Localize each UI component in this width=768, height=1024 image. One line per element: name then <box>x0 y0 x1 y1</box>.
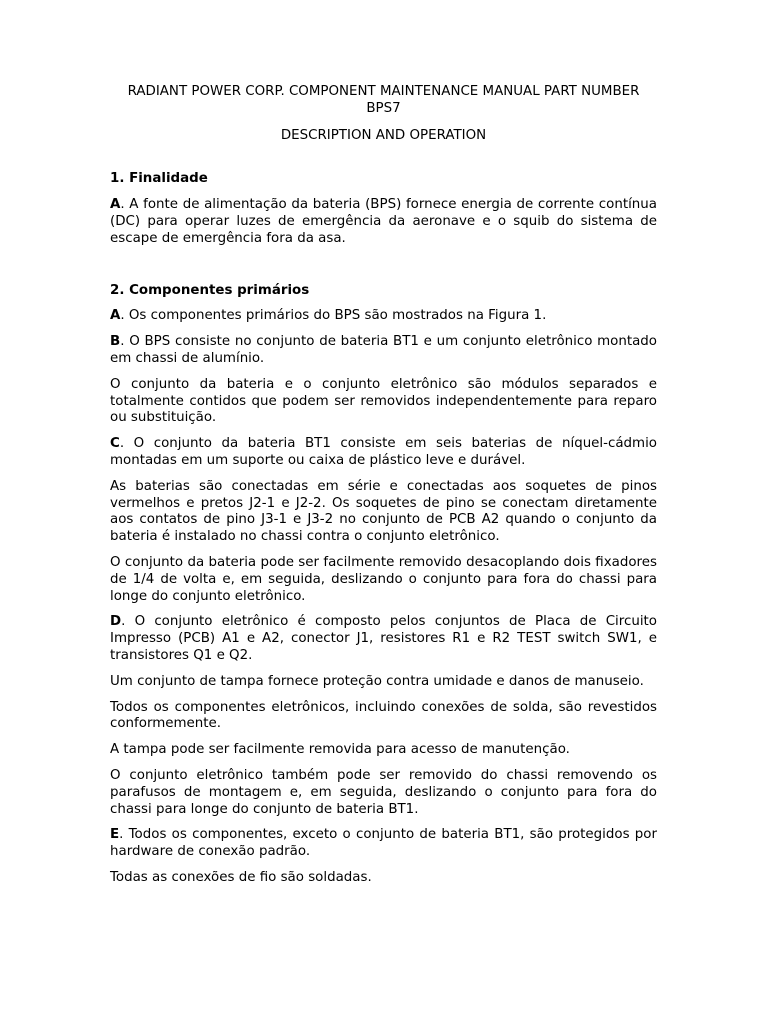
paragraph-text: O conjunto da bateria e o conjunto eletrônico são módulos separados e totalmente contidos que podem ser removidos independentemente para reparo ou substituição. <box>110 376 657 426</box>
paragraph-text: A tampa pode ser facilmente removida para acesso de manutenção. <box>110 742 570 758</box>
paragraph-label: B <box>110 334 121 350</box>
paragraph-label: A <box>110 308 121 324</box>
paragraph-text: . Os componentes primários do BPS são mostrados na Figura 1. <box>120 308 547 324</box>
paragraph-label: C <box>110 436 120 452</box>
paragraph-text: As baterias são conectadas em série e conectadas aos soquetes de pinos vermelhos e pretos J2-1 e J2-2. Os soquetes de pino se conectam diretamente aos contatos de pino J3-1 e J3-2 no conjunto de PCB A2 quando o conjunto da bateria é instalado no chassi contra o conjunto eletrônico. <box>110 478 657 545</box>
paragraph <box>110 742 657 759</box>
paragraph-text: . O conjunto eletrônico é composto pelos conjuntos de Placa de Circuito Impresso (PCB) A1 e A2, conector J1, resistores R1 e R2 TEST switch SW1, e transistores Q1 e Q2. <box>110 614 657 663</box>
paragraph <box>110 308 657 325</box>
paragraph <box>110 555 657 605</box>
paragraph <box>110 674 657 691</box>
paragraph-label: D <box>110 614 122 630</box>
paragraph-text: . O BPS consiste no conjunto de bateria BT1 e um conjunto eletrônico montado em chassi de alumínio. <box>110 334 657 366</box>
paragraph <box>110 614 657 664</box>
document-title: RADIANT POWER CORP. COMPONENT MAINTENANCE MANUAL PART NUMBER BPS7 <box>127 84 640 116</box>
paragraph-text: Todas as conexões de fio são soldadas. <box>110 869 372 885</box>
paragraph-text: Um conjunto de tampa fornece proteção contra umidade e danos de manuseio. <box>110 673 644 689</box>
paragraph-label: E <box>110 827 120 843</box>
paragraph-text: . Todos os componentes, exceto o conjunto de bateria BT1, são protegidos por hardware de conexão padrão. <box>110 827 657 860</box>
document-subtitle: DESCRIPTION AND OPERATION <box>280 127 487 143</box>
paragraph-label: A <box>110 197 121 213</box>
section-body-componentes <box>110 308 657 886</box>
paragraph <box>110 377 657 427</box>
section-body-finalidade <box>110 197 657 247</box>
paragraph <box>110 768 657 818</box>
paragraph <box>110 700 657 734</box>
section-heading-finalidade: 1. Finalidade <box>110 171 208 187</box>
paragraph-text: . O conjunto da bateria BT1 consiste em seis baterias de níquel-cádmio montadas em um suporte ou caixa de plástico leve e durável. <box>110 436 657 468</box>
paragraph-text: O conjunto da bateria pode ser facilmente removido desacoplando dois fixadores de 1/4 de volta e, em seguida, deslizando o conjunto para fora do chassi para longe do conjunto eletrônico. <box>110 554 657 604</box>
paragraph <box>110 197 657 247</box>
paragraph <box>110 827 657 861</box>
document-page <box>110 84 657 896</box>
paragraph-text: Todos os componentes eletrônicos, incluindo conexões de solda, são revestidos conformemente. <box>110 699 657 732</box>
paragraph-text: . A fonte de alimentação da bateria (BPS) fornece energia de corrente contínua (DC) para operar luzes de emergência da aeronave e o squib do sistema de escape de emergência fora da asa. <box>110 197 657 246</box>
paragraph <box>110 436 657 470</box>
paragraph <box>110 334 657 368</box>
paragraph-text: O conjunto eletrônico também pode ser removido do chassi removendo os parafusos de montagem e, em seguida, deslizando o conjunto para fora do chassi para longe do conjunto de bateria BT1. <box>110 767 657 817</box>
paragraph <box>110 870 657 887</box>
section-heading-componentes: 2. Componentes primários <box>110 282 310 298</box>
paragraph <box>110 479 657 546</box>
